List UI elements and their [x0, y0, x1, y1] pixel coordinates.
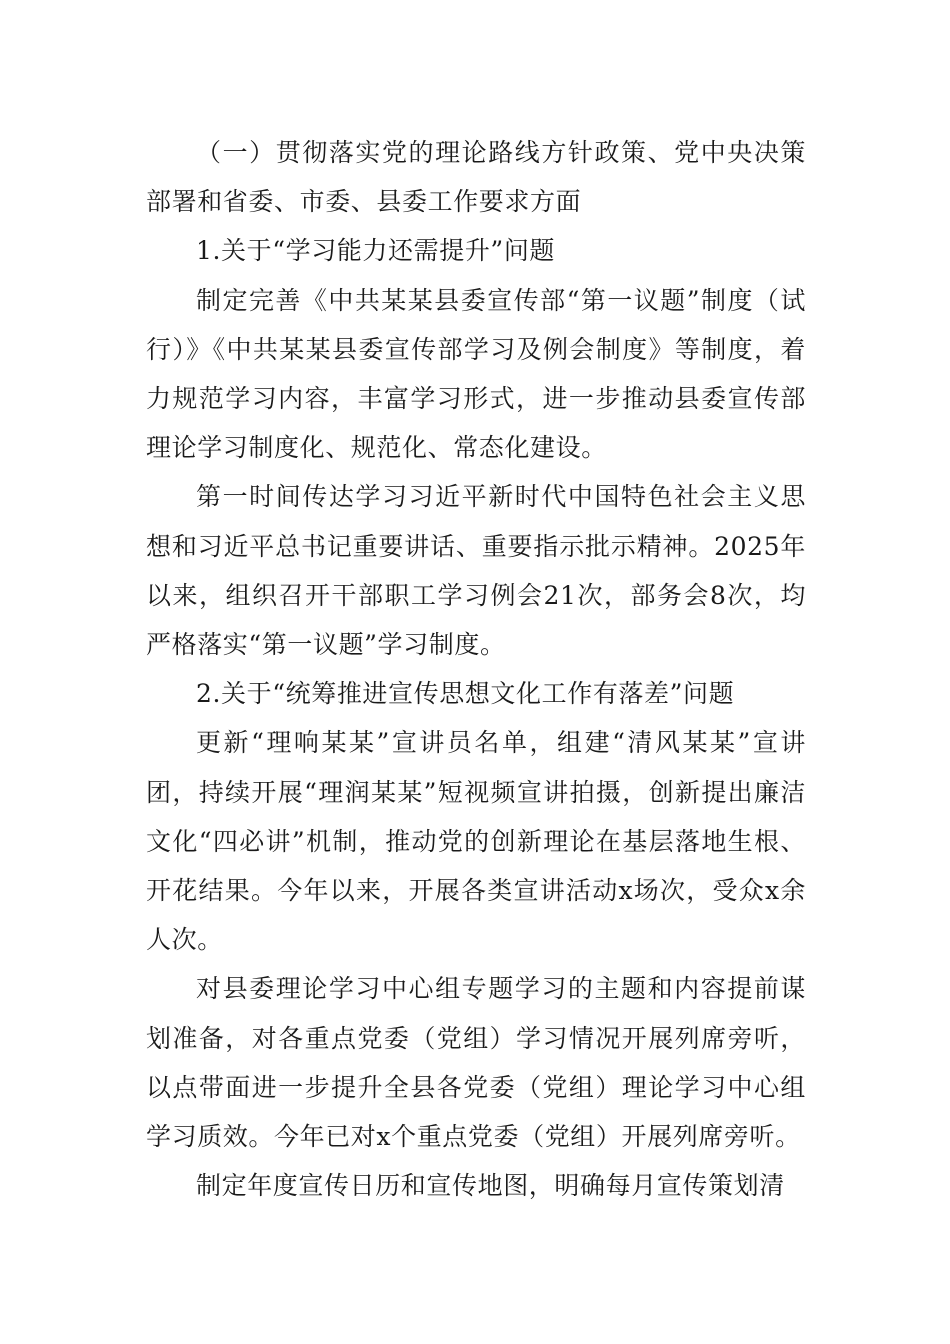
section-title: （一）贯彻落实党的理论路线方针政策、党中央决策部署和省委、市委、县委工作要求方面 [146, 138, 806, 217]
item-1-paragraph-1: 制定完善《中共某某县委宣传部“第一议题”制度（试行）》《中共某某县委宣传部学习及例会制度》等制度，着力规范学习内容，丰富学习形式，进一步推动县委宣传部理论学习制度化、规范化、常态化建设。 [146, 285, 806, 463]
document-page [146, 128, 806, 1210]
item-2-title: 2.关于“统筹推进宣传思想文化工作有落差”问题 [196, 679, 735, 709]
item-2-paragraph-1: 更新“理响某某”宣讲员名单，组建“清风某某”宣讲团，持续开展“理润某某”短视频宣讲拍摄，创新提出廉洁文化“四必讲”机制，推动党的创新理论在基层落地生根、开花结果。今年以来，开展各类宣讲活动x场次，受众x余人次。 [146, 728, 806, 955]
item-1-paragraph-2: 第一时间传达学习习近平新时代中国特色社会主义思想和习近平总书记重要讲话、重要指示批示精神。2025年以来，组织召开干部职工学习例会21次，部务会8次，均严格落实“第一议题”学习制度。 [146, 482, 806, 660]
item-2-paragraph-2: 对县委理论学习中心组专题学习的主题和内容提前谋划准备，对各重点党委（党组）学习情况开展列席旁听，以点带面进一步提升全县各党委（党组）理论学习中心组学习质效。今年已对x个重点党委（党组）开展列席旁听。 [146, 974, 806, 1152]
item-2-paragraph-3: 制定年度宣传日历和宣传地图，明确每月宣传策划清 [196, 1171, 785, 1201]
item-1-title: 1.关于“学习能力还需提升”问题 [196, 236, 556, 266]
